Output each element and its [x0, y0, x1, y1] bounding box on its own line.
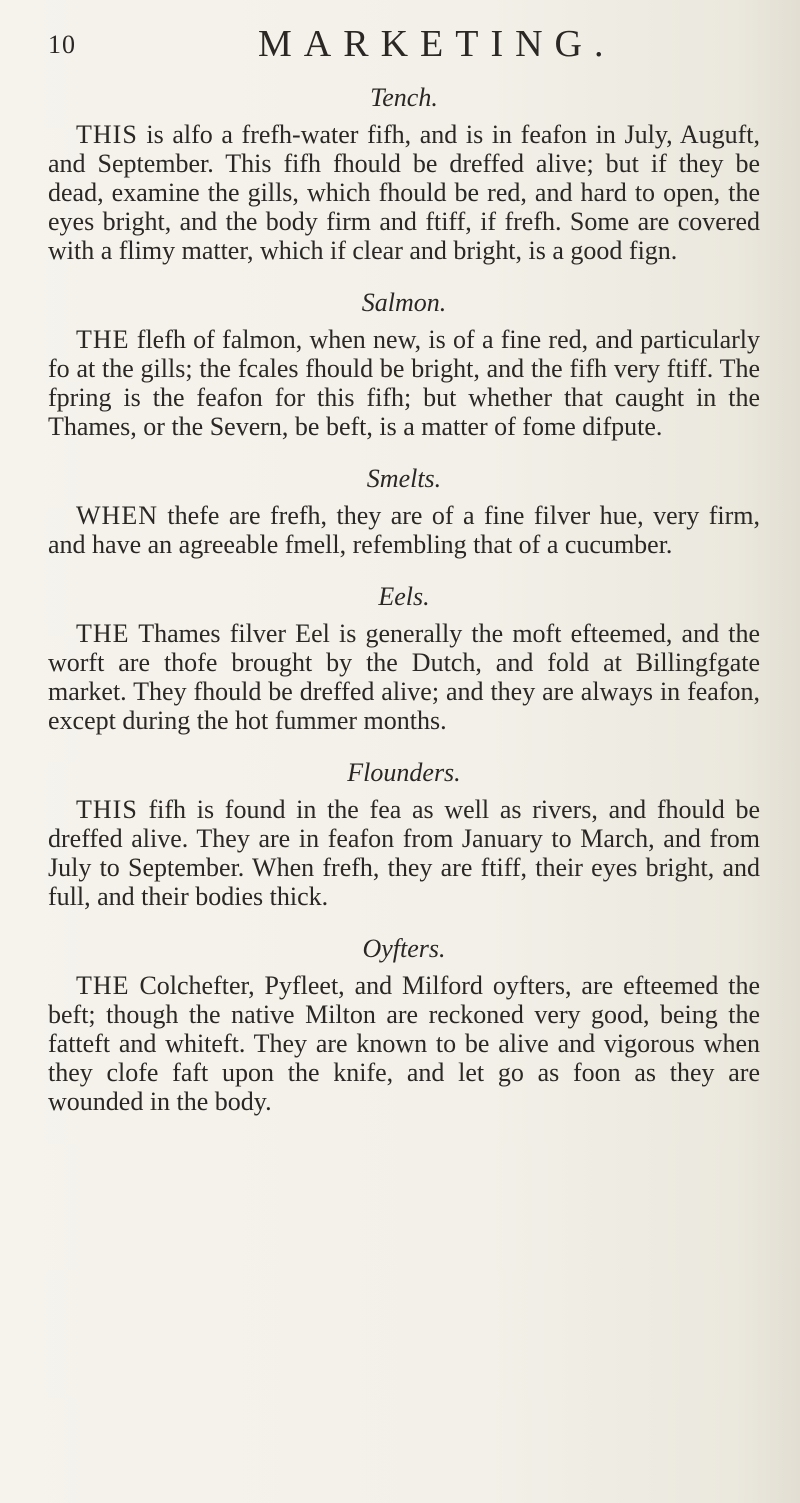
paragraph-text: fifh is found in the fea as well as rivers, and fhould be dreffed alive. They are in feafon from January to March, and from July to September. When frefh, they are ftiff, their eyes bright, and full, and their bodies thick.: [48, 795, 760, 911]
section-heading: Salmon.: [361, 288, 447, 317]
paragraph-lead: THE: [76, 971, 130, 1000]
section-paragraph: [48, 971, 760, 1116]
paragraph-text: flefh of falmon, when new, is of a fine red, and particularly fo at the gills; the fcales fhould be bright, and the fifh very ftiff. The fpring is the feafon for this fifh; but whether that caught in the Thames, or the Severn, be beft, is a matter of fome difpute.: [48, 325, 760, 441]
section-heading: Flounders.: [347, 758, 461, 787]
paragraph-text: Colchefter, Pyfleet, and Milford oyfters, are efteemed the beft; though the native Milton are reckoned very good, being the fatteft and whiteft. They are known to be alive and vigorous when they clofe faft upon the knife, and let go as foon as they are wounded in the body.: [48, 971, 760, 1116]
paragraph-lead: WHEN: [76, 501, 158, 530]
section-eels: [48, 581, 760, 735]
paragraph-text: is alfo a frefh-water fifh, and is in feafon in July, Auguft, and September. This fifh fhould be dreffed alive; but if they be dead, examine the gills, which fhould be red, and hard to open, the eyes bright, and the body firm and ftiff, if frefh. Some are covered with a flimy matter, which if clear and bright, is a good fign.: [48, 120, 760, 265]
section-salmon: [48, 287, 760, 441]
paragraph-text: thefe are frefh, they are of a fine filver hue, very firm, and have an agreeable fmell, refembling that of a cucumber.: [48, 501, 760, 559]
section-flounders: [48, 757, 760, 911]
page-number: 10: [48, 30, 76, 59]
section-paragraph: [48, 325, 760, 441]
section-paragraph: [48, 501, 760, 559]
section-heading: Oyfters.: [362, 934, 446, 963]
section-oysters: [48, 933, 760, 1116]
section-heading: Eels.: [378, 582, 430, 611]
paragraph-lead: THIS: [76, 795, 138, 824]
paragraph-lead: THE: [76, 325, 130, 354]
paragraph-lead: THE: [76, 619, 130, 648]
section-heading: Tench.: [370, 83, 438, 112]
section-paragraph: [48, 795, 760, 911]
paragraph-text: Thames filver Eel is generally the moft efteemed, and the worft are thofe brought by the Dutch, and fold at Billingfgate market. They fhould be dreffed alive; and they are always in feafon, except during the hot fummer months.: [48, 619, 760, 735]
running-head: [48, 22, 738, 66]
paragraph-lead: THIS: [76, 120, 138, 149]
section-heading: Smelts.: [366, 464, 442, 493]
section-smelts: [48, 463, 760, 559]
running-title: MARKETING.: [258, 23, 616, 65]
page-content: [48, 82, 760, 1138]
section-tench: [48, 82, 760, 265]
section-paragraph: [48, 120, 760, 265]
section-paragraph: [48, 619, 760, 735]
